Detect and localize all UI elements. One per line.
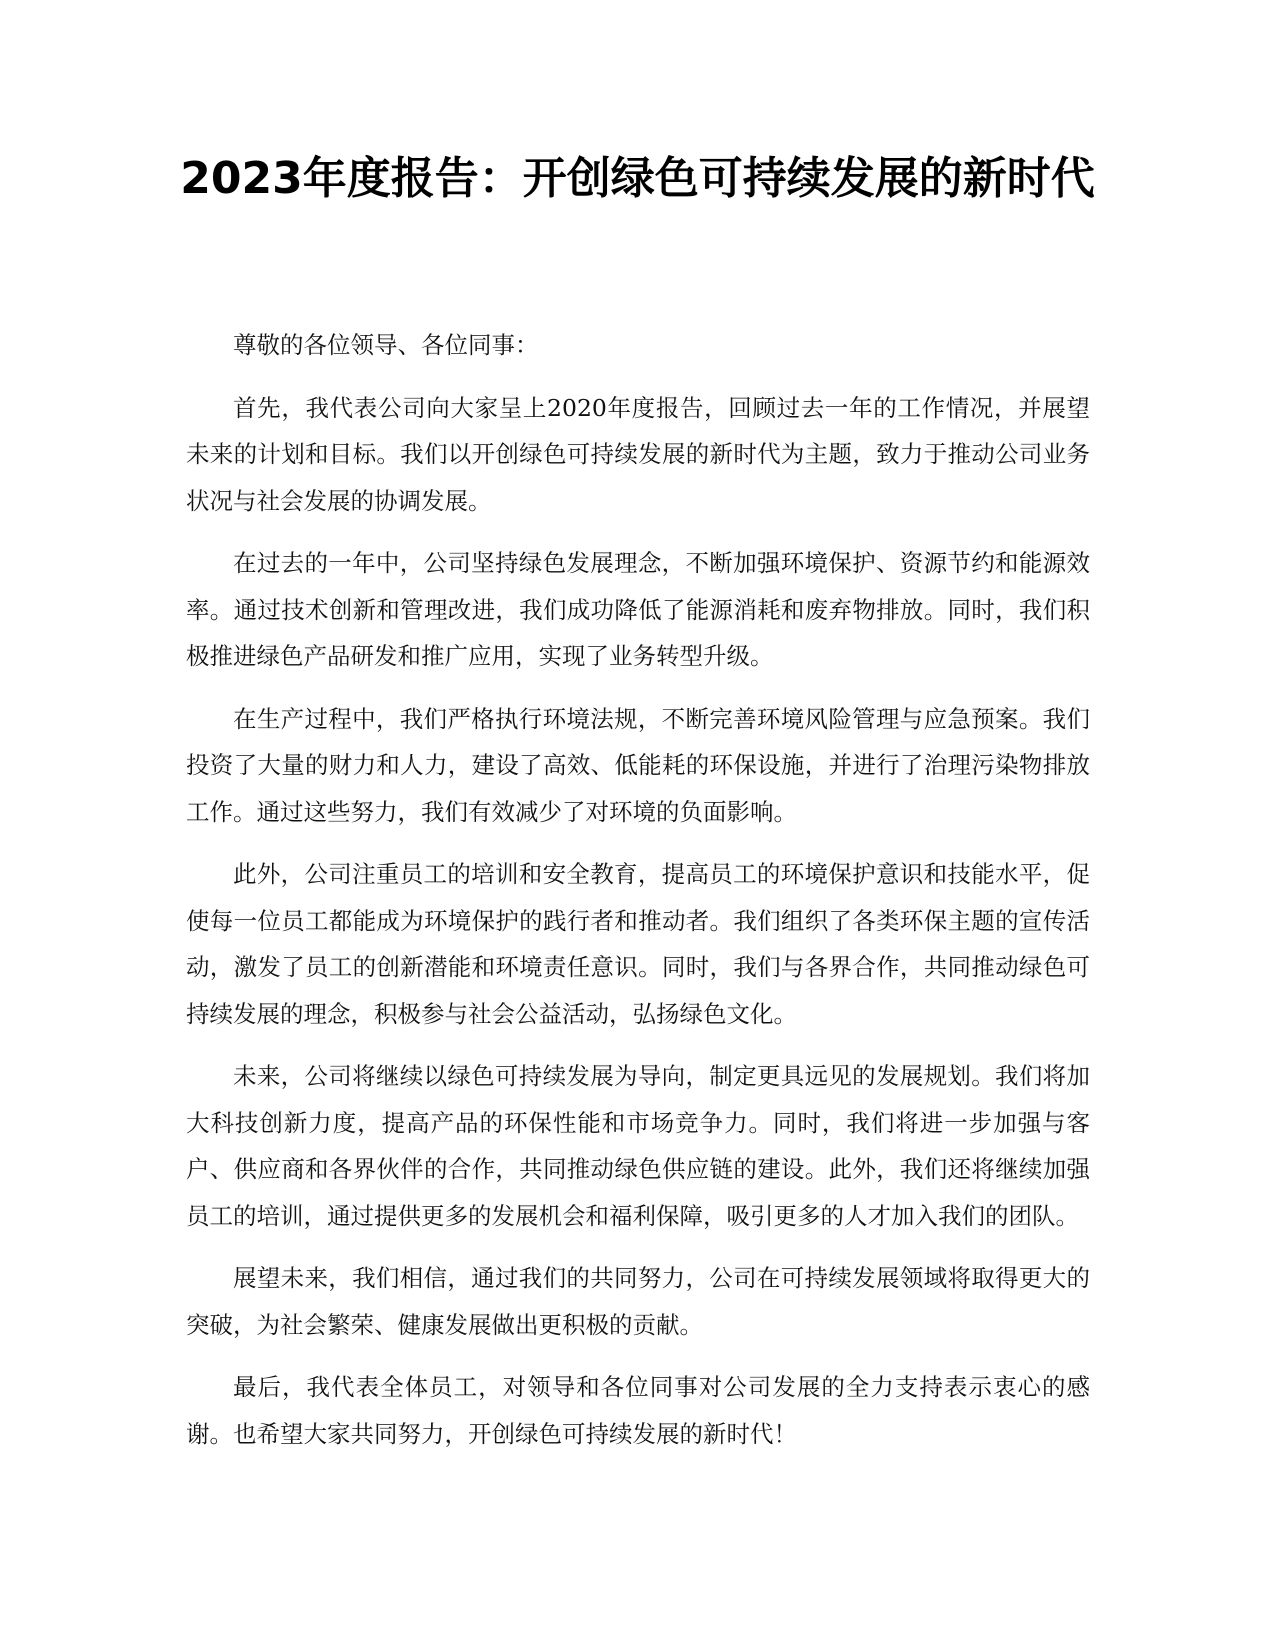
paragraph-future-plan: 未来，公司将继续以绿色可持续发展为导向，制定更具远见的发展规划。我们将加大科技创新力度，提高产品的环保性能和市场竞争力。同时，我们将进一步加强与客户、供应商和各界伙伴的合作，共同推动绿色供应链的建设。此外，我们还将继续加强员工的培训，通过提供更多的发展机会和福利保障，吸引更多的人才加入我们的团队。	[186, 1062, 1090, 1230]
paragraph-outlook: 展望未来，我们相信，通过我们的共同努力，公司在可持续发展领域将取得更大的突破，为社会繁荣、健康发展做出更积极的贡献。	[186, 1264, 1090, 1339]
paragraph-training: 此外，公司注重员工的培训和安全教育，提高员工的环境保护意识和技能水平，促使每一位员工都能成为环境保护的践行者和推动者。我们组织了各类环保主题的宣传活动，激发了员工的创新潜能和环境责任意识。同时，我们与各界合作，共同推动绿色可持续发展的理念，积极参与社会公益活动，弘扬绿色文化。	[186, 860, 1090, 1028]
paragraph-past-year: 在过去的一年中，公司坚持绿色发展理念，不断加强环境保护、资源节约和能源效率。通过技术创新和管理改进，我们成功降低了能源消耗和废弃物排放。同时，我们积极推进绿色产品研发和推广应用，实现了业务转型升级。	[186, 549, 1090, 670]
document-title: 2023年度报告：开创绿色可持续发展的新时代	[180, 153, 1095, 204]
paragraph-salutation: 尊敬的各位领导、各位同事：	[233, 331, 539, 359]
paragraph-production: 在生产过程中，我们严格执行环境法规，不断完善环境风险管理与应急预案。我们投资了大量的财力和人力，建设了高效、低能耗的环保设施，并进行了治理污染物排放工作。通过这些努力，我们有效减少了对环境的负面影响。	[186, 704, 1090, 826]
paragraph-intro: 首先，我代表公司向大家呈上2020年度报告，回顾过去一年的工作情况，并展望未来的计划和目标。我们以开创绿色可持续发展的新时代为主题，致力于推动公司业务状况与社会发展的协调发展。	[186, 393, 1090, 515]
document-body	[186, 322, 1090, 1473]
paragraph-closing: 最后，我代表全体员工，对领导和各位同事对公司发展的全力支持表示衷心的感谢。也希望大家共同努力，开创绿色可持续发展的新时代！	[186, 1373, 1090, 1448]
